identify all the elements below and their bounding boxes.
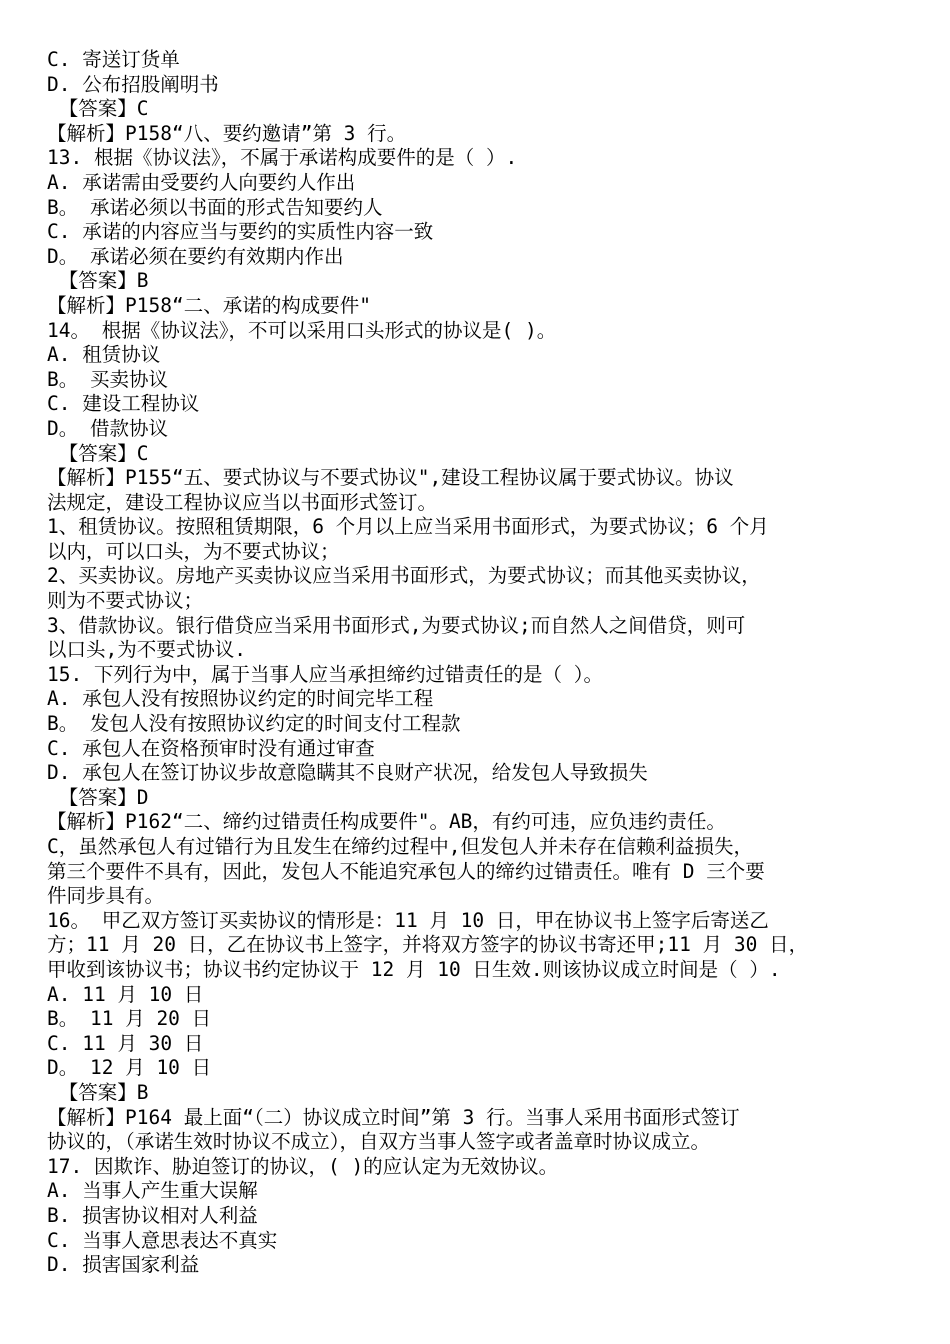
text-line: 16。 甲乙双方签订买卖协议的情形是：11 月 10 日，甲在协议书上签字后寄送乙: [47, 908, 769, 932]
text-line: A. 承包人没有按照协议约定的时间完毕工程: [47, 687, 434, 711]
text-line: C. 寄送订货单: [47, 48, 180, 71]
text-line: 3、借款协议。银行借贷应当采用书面形式,为要式协议;而自然人之间借贷，则可: [47, 613, 746, 637]
text-line: C. 当事人意思表达不真实: [47, 1228, 278, 1252]
text-line: 1、租赁协议。按照租赁期限，6 个月以上应当采用书面形式，为要式协议；6 个月: [47, 515, 769, 539]
text-line: B。 买卖协议: [47, 367, 168, 391]
text-line: C. 承诺的内容应当与要约的实质性内容一致: [47, 220, 434, 244]
text-line: 13. 根据《协议法》，不属于承诺构成要件的是（ ）.: [47, 146, 518, 170]
text-line: 【答案】D: [47, 785, 149, 809]
text-line: D。 借款协议: [47, 416, 168, 440]
text-line: 2、买卖协议。房地产买卖协议应当采用书面形式，为要式协议；而其他买卖协议，: [47, 564, 761, 588]
text-line: 【解析】P158“八、要约邀请”第 3 行。: [47, 121, 407, 145]
text-line: B。 11 月 20 日: [47, 1007, 212, 1031]
text-line: 【答案】B: [47, 269, 149, 293]
document-body: [47, 48, 919, 1278]
text-line: A. 11 月 10 日: [47, 982, 204, 1006]
text-line: 【答案】B: [47, 1080, 149, 1104]
text-line: 【解析】P155“五、要式协议与不要式协议",建设工程协议属于要式协议。协议: [47, 466, 734, 490]
text-line: 第三个要件不具有，因此，发包人不能追究承包人的缔约过错责任。唯有 D 三个要: [47, 859, 765, 883]
text-line: C，虽然承包人有过错行为且发生在缔约过程中,但发包人并未存在信赖利益损失，: [47, 835, 753, 858]
text-line: 17. 因欺诈、胁迫签订的协议，( )的应认定为无效协议。: [47, 1154, 559, 1178]
text-line: 甲收到该协议书；协议书约定协议于 12 月 10 日生效.则该协议成立时间是（ ）.: [47, 957, 781, 981]
text-line: A. 当事人产生重大误解: [47, 1179, 258, 1203]
text-line: C. 11 月 30 日: [47, 1031, 204, 1055]
text-line: 则为不要式协议；: [47, 589, 204, 613]
text-line: C. 承包人在资格预审时没有通过审查: [47, 736, 375, 760]
text-line: 协议的，（承诺生效时协议不成立），自双方当事人签字或者盖章时协议成立。: [47, 1130, 711, 1154]
text-line: D. 损害国家利益: [47, 1253, 200, 1277]
text-line: A. 承诺需由受要约人向要约人作出: [47, 170, 356, 194]
text-line: D. 公布招股阐明书: [47, 72, 219, 96]
text-line: C. 建设工程协议: [47, 392, 200, 416]
text-line: 【解析】P164 最上面“（二）协议成立时间”第 3 行。当事人采用书面形式签订: [47, 1105, 740, 1129]
text-line: 【解析】P158“二、承诺的构成要件": [47, 293, 371, 317]
text-line: D。 12 月 10 日: [47, 1056, 212, 1080]
text-line: B。 承诺必须以书面的形式告知要约人: [47, 195, 383, 219]
text-line: 【答案】C: [47, 97, 149, 121]
text-line: A. 租赁协议: [47, 343, 161, 367]
text-line: D。 承诺必须在要约有效期内作出: [47, 244, 344, 268]
text-line: 以内，可以口头，为不要式协议；: [47, 539, 340, 563]
text-line: 14。 根据《协议法》，不可以采用口头形式的协议是( )。: [47, 318, 557, 342]
text-line: 【答案】C: [47, 441, 149, 465]
text-line: D. 承包人在签订协议步故意隐瞒其不良财产状况，给发包人导致损失: [47, 761, 648, 785]
text-line: 件同步具有。: [47, 884, 165, 908]
text-line: 以口头,为不要式协议.: [47, 638, 246, 662]
text-line: 【解析】P162“二、缔约过错责任构成要件"。AB，有约可违，应负违约责任。: [47, 810, 726, 834]
text-line: B。 发包人没有按照协议约定的时间支付工程款: [47, 712, 461, 736]
text-line: 法规定，建设工程协议应当以书面形式签订。: [47, 490, 438, 514]
text-line: 方；11 月 20 日，乙在协议书上签字，并将双方签字的协议书寄还甲;11 月 30 日，: [47, 933, 809, 957]
text-line: B. 损害协议相对人利益: [47, 1203, 258, 1227]
text-line: 15. 下列行为中，属于当事人应当承担缔约过错责任的是（ ）。: [47, 662, 603, 686]
